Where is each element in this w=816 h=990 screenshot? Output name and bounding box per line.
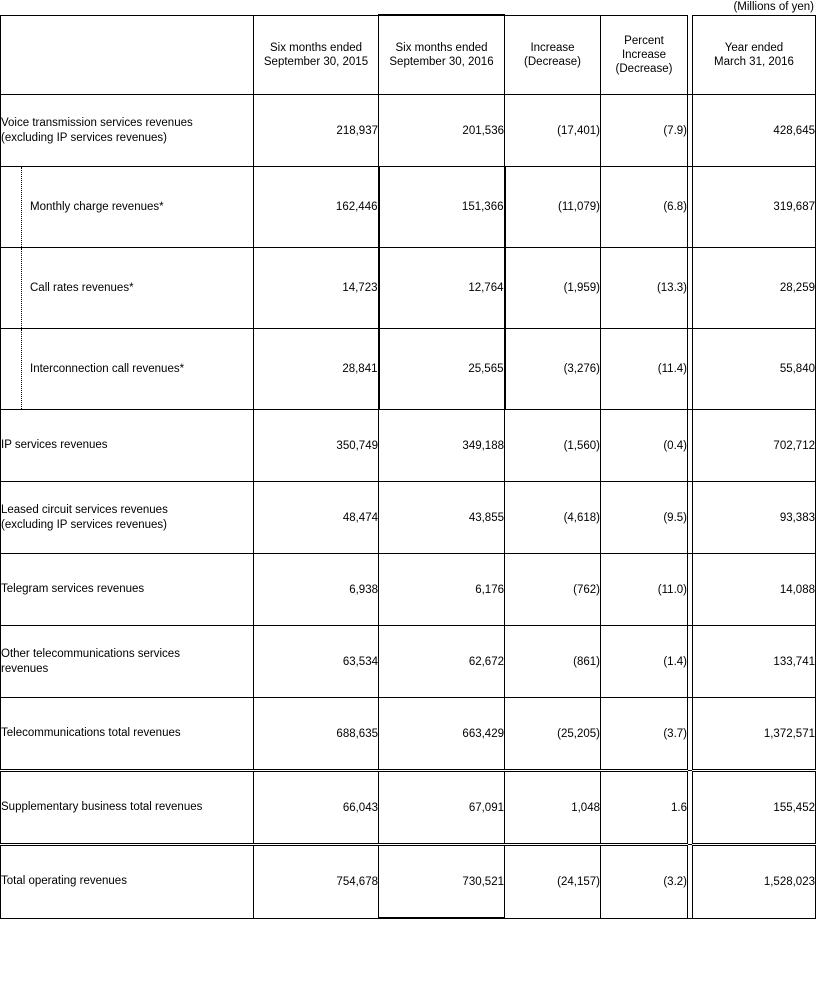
- header-cell-year: [693, 15, 816, 95]
- cell-2016: 663,429: [379, 698, 505, 771]
- cell-year: 93,383: [693, 482, 816, 554]
- cell-increase: (17,401): [505, 95, 601, 167]
- table-row-sub: [1, 167, 816, 248]
- cell-2016: 6,176: [379, 554, 505, 626]
- table-row-sub: [1, 329, 816, 410]
- row-label-line2: (excluding IP services revenues): [1, 131, 167, 144]
- cell-year: 1,528,023: [693, 845, 816, 919]
- cell-increase: (11,079): [505, 167, 601, 248]
- row-label-interconnection-call: [1, 329, 254, 410]
- operating-revenues-table: [0, 14, 816, 919]
- cell-increase: (25,205): [505, 698, 601, 771]
- units-note: (Millions of yen): [733, 1, 814, 13]
- row-label-voice-transmission: [1, 95, 254, 167]
- row-label-line2: revenues: [1, 662, 49, 675]
- table-row: [1, 554, 816, 626]
- cell-increase: 1,048: [505, 771, 601, 845]
- table-row: [1, 95, 816, 167]
- header-2016-line2: September 30, 2016: [389, 56, 494, 68]
- cell-2015: 350,749: [254, 410, 379, 482]
- cell-2016: 201,536: [379, 95, 505, 167]
- cell-percent: (3.2): [601, 845, 688, 919]
- cell-2016: 349,188: [379, 410, 505, 482]
- cell-increase: (1,959): [505, 248, 601, 329]
- row-label-total-operating: [1, 845, 254, 919]
- cell-year: 28,259: [693, 248, 816, 329]
- table-row: [1, 626, 816, 698]
- cell-2015: 6,938: [254, 554, 379, 626]
- header-cell-increase: [505, 15, 601, 95]
- cell-2015: 688,635: [254, 698, 379, 771]
- sub-row-indent: Monthly charge revenues *: [21, 167, 253, 247]
- header-cell-label: [1, 15, 254, 95]
- cell-increase: (861): [505, 626, 601, 698]
- header-cell-percent: [601, 15, 688, 95]
- header-increase-line2: (Decrease): [524, 55, 581, 68]
- cell-year: 1,372,571: [693, 698, 816, 771]
- cell-percent: (13.3): [601, 248, 688, 329]
- table-row-total: [1, 771, 816, 845]
- cell-year: 55,840: [693, 329, 816, 410]
- row-label-line1: Monthly charge revenues: [30, 201, 160, 213]
- cell-percent: 1.6: [601, 771, 688, 845]
- header-2016-line1: Six months ended: [395, 42, 488, 54]
- row-label-line1: Other telecommunications services: [1, 647, 180, 660]
- cell-2015: 162,446: [254, 167, 379, 248]
- cell-increase: (4,618): [505, 482, 601, 554]
- cell-year: 14,088: [693, 554, 816, 626]
- row-label-line1: Voice transmission services revenues: [1, 116, 193, 129]
- cell-percent: (1.4): [601, 626, 688, 698]
- cell-2015: 218,937: [254, 95, 379, 167]
- header-increase-line1: Increase: [530, 41, 575, 54]
- row-label-supplementary-total: [1, 771, 254, 845]
- cell-percent: (7.9): [601, 95, 688, 167]
- cell-2016: 62,672: [379, 626, 505, 698]
- cell-year: 319,687: [693, 167, 816, 248]
- row-label-line1: IP services revenues: [1, 439, 108, 451]
- row-label-telegram-services: [1, 554, 254, 626]
- header-2015-line1: Six months ended: [269, 41, 363, 54]
- cell-2015: 66,043: [254, 771, 379, 845]
- cell-2016: 67,091: [379, 771, 505, 845]
- cell-percent: (9.5): [601, 482, 688, 554]
- cell-2015: 63,534: [254, 626, 379, 698]
- row-label-leased-circuit: [1, 482, 254, 554]
- sub-row-indent: Interconnection call revenues *: [21, 329, 253, 409]
- row-label-monthly-charge: [1, 167, 254, 248]
- header-cell-2015: [254, 15, 379, 95]
- cell-2016: 12,764: [379, 248, 505, 329]
- cell-2015: 754,678: [254, 845, 379, 919]
- sub-row-indent: Call rates revenues *: [21, 248, 253, 328]
- cell-percent: (3.7): [601, 698, 688, 771]
- row-label-other-telecom: [1, 626, 254, 698]
- row-label-line1: Total operating revenues: [1, 875, 127, 888]
- row-label-telecom-total: [1, 698, 254, 771]
- cell-2016: 151,366: [379, 167, 505, 248]
- row-label-line2: (excluding IP services revenues): [1, 518, 167, 531]
- cell-2015: 48,474: [254, 482, 379, 554]
- row-label-line1: Call rates revenues: [30, 282, 130, 294]
- header-cell-2016: [379, 15, 505, 95]
- row-label-line1: Supplementary business total revenues: [1, 801, 203, 813]
- cell-percent: (11.4): [601, 329, 688, 410]
- cell-percent: (6.8): [601, 167, 688, 248]
- cell-year: 155,452: [693, 771, 816, 845]
- table-row: [1, 410, 816, 482]
- financial-table-container: [0, 14, 816, 919]
- cell-2016: 730,521: [379, 845, 505, 919]
- cell-year: 702,712: [693, 410, 816, 482]
- header-percent-line1: Percent: [624, 34, 664, 47]
- cell-2015: 14,723: [254, 248, 379, 329]
- header-year-line2: March 31, 2016: [714, 55, 794, 68]
- row-label-line1: Telecommunications total revenues: [1, 727, 181, 739]
- table-row-grand-total: [1, 845, 816, 919]
- cell-percent: (0.4): [601, 410, 688, 482]
- header-year-line1: Year ended: [724, 41, 784, 54]
- header-percent-line3: (Decrease): [615, 62, 673, 75]
- table-row: [1, 482, 816, 554]
- header-percent-line2: Increase: [621, 48, 667, 61]
- cell-year: 133,741: [693, 626, 816, 698]
- row-label-call-rates: [1, 248, 254, 329]
- row-label-ip-services: [1, 410, 254, 482]
- row-label-line1: Telegram services revenues: [1, 583, 145, 595]
- cell-2016: 25,565: [379, 329, 505, 410]
- table-row-total: [1, 698, 816, 771]
- cell-increase: (24,157): [505, 845, 601, 919]
- cell-year: 428,645: [693, 95, 816, 167]
- row-label-line1: Leased circuit services revenues: [1, 503, 168, 516]
- cell-increase: (3,276): [505, 329, 601, 410]
- header-2015-line2: September 30, 2015: [263, 55, 369, 68]
- cell-2015: 28,841: [254, 329, 379, 410]
- cell-increase: (762): [505, 554, 601, 626]
- cell-increase: (1,560): [505, 410, 601, 482]
- cell-percent: (11.0): [601, 554, 688, 626]
- table-row-sub: [1, 248, 816, 329]
- table-header-row: [1, 15, 816, 95]
- row-label-line1: Interconnection call revenues: [30, 363, 180, 375]
- cell-2016: 43,855: [379, 482, 505, 554]
